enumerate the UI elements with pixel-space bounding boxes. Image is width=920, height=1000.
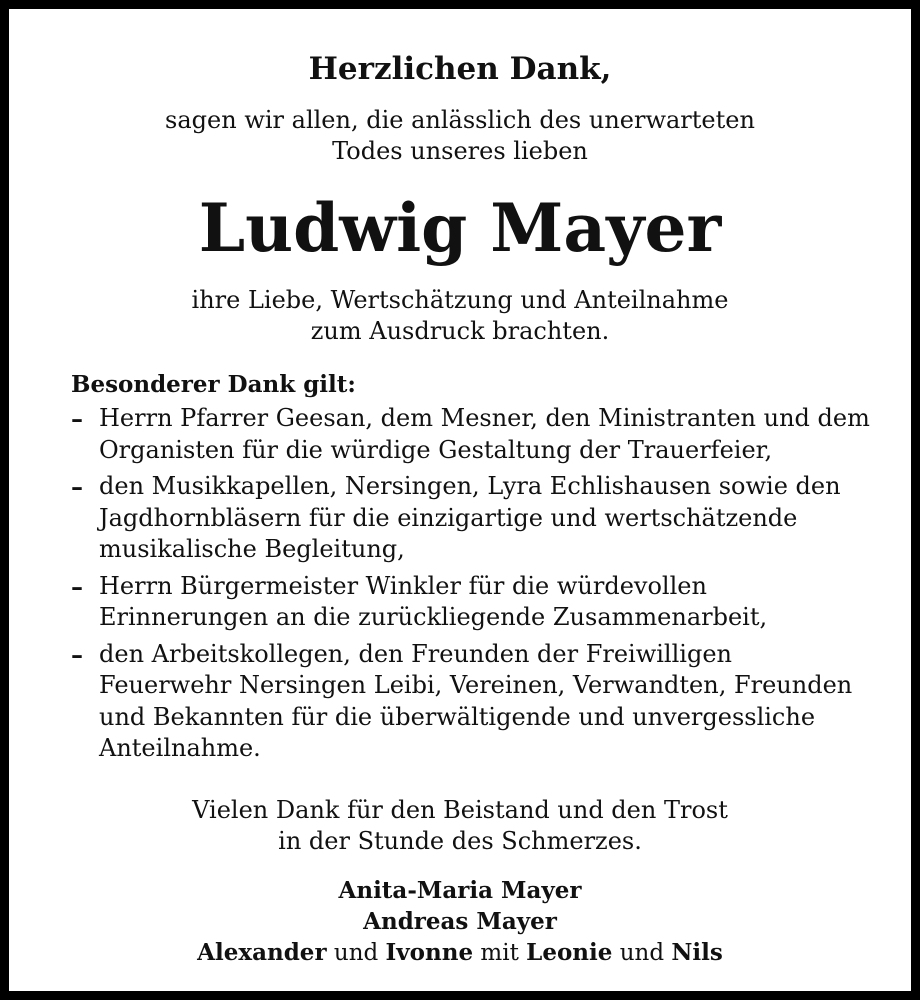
signatory-line: Anita-Maria Mayer <box>338 877 582 904</box>
item-line: Jagdhornbläsern für die einzigartige und wertschätzende <box>99 503 798 532</box>
signatory-name: Nils <box>671 939 723 966</box>
outro-line: ihre Liebe, Wertschätzung und Anteilnahme <box>191 286 729 314</box>
outro-text <box>9 285 911 347</box>
intro-text <box>9 105 911 167</box>
item-line: Herrn Bürgermeister Winkler für die würdevollen <box>99 571 707 600</box>
thanks-list <box>71 403 891 770</box>
special-thanks-label: Besonderer Dank gilt: <box>71 371 356 398</box>
bullet-dash: – <box>71 571 83 601</box>
signatory-line: Andreas Mayer <box>363 908 557 935</box>
conjunction: mit <box>480 940 519 966</box>
item-line: Erinnerungen an die zurückliegende Zusammenarbeit, <box>99 603 768 631</box>
closing-line: Vielen Dank für den Beistand und den Trost <box>192 796 728 824</box>
list-item <box>71 571 891 634</box>
item-line: Organisten für die würdige Gestaltung der Trauerfeier, <box>99 435 773 464</box>
signatory-line <box>9 937 911 969</box>
list-item <box>71 639 891 765</box>
intro-line: sagen wir allen, die anlässlich des unerwarteten <box>165 106 755 134</box>
outro-line: zum Ausdruck brachten. <box>310 317 610 345</box>
item-line: und Bekannten für die überwältigende und unvergessliche <box>99 702 816 731</box>
signatory-name: Alexander <box>197 939 327 966</box>
item-line: Herrn Pfarrer Geesan, dem Mesner, den Ministranten und dem <box>99 404 870 432</box>
intro-line: Todes unseres lieben <box>332 137 588 165</box>
conjunction: und <box>619 940 665 966</box>
item-line: Anteilnahme. <box>99 734 261 762</box>
signature-block <box>9 875 911 969</box>
conjunction: und <box>333 940 379 966</box>
bullet-dash: – <box>71 639 83 669</box>
closing-text <box>9 795 911 857</box>
closing-line: in der Stunde des Schmerzes. <box>278 827 642 855</box>
list-item <box>71 403 891 466</box>
bullet-dash: – <box>71 472 83 501</box>
item-line: Feuerwehr Nersingen Leibi, Vereinen, Verwandten, Freunden <box>99 671 853 699</box>
signatory-name: Leonie <box>526 939 613 966</box>
heading: Herzlichen Dank, <box>308 51 612 87</box>
list-item <box>71 471 891 566</box>
item-line: den Musikkapellen, Nersingen, Lyra Echlishausen sowie den <box>99 472 841 500</box>
item-line: den Arbeitskollegen, den Freunden der Freiwilligen <box>99 639 732 668</box>
deceased-name: Ludwig Mayer <box>198 189 722 267</box>
item-line: musikalische Begleitung, <box>99 535 405 563</box>
signatory-name: Ivonne <box>385 939 474 966</box>
bullet-dash: – <box>71 404 83 433</box>
